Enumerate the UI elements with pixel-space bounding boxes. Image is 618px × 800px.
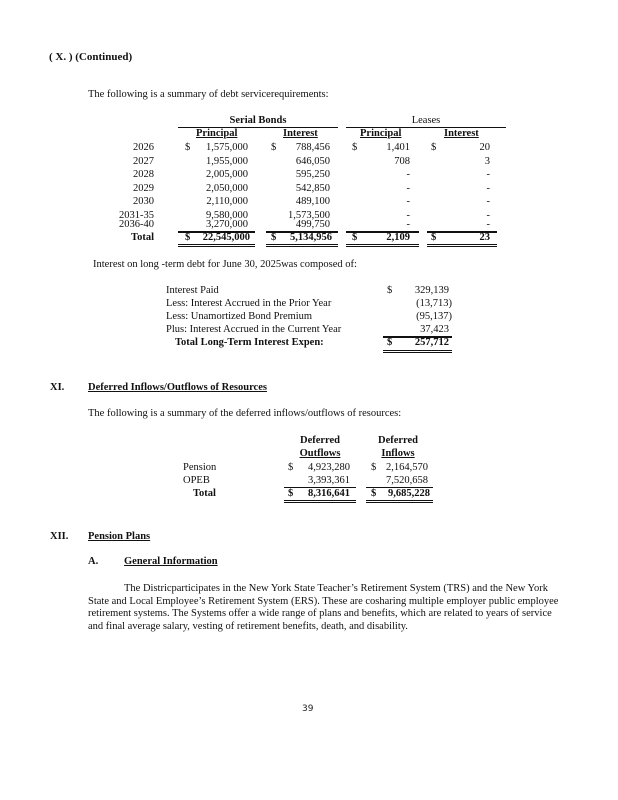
sb-principal-cell: 1,575,000 bbox=[206, 142, 248, 153]
year-cell: 2027 bbox=[133, 155, 154, 167]
sb-principal-cell: 2,110,000 bbox=[206, 196, 248, 207]
currency-cell: $ bbox=[387, 285, 393, 296]
lease-principal-cell: - bbox=[406, 219, 410, 230]
sb-interest-cell: 499,750 bbox=[295, 219, 330, 230]
currency-cell: $ bbox=[352, 142, 358, 153]
lease-interest-cell: - bbox=[486, 209, 490, 221]
value-cell: 37,423 bbox=[420, 324, 449, 335]
lease-interest-cell: - bbox=[486, 219, 490, 230]
year-cell: 2026 bbox=[133, 142, 154, 153]
lease-principal-header: Principal bbox=[360, 128, 402, 139]
year-cell: 2030 bbox=[133, 196, 154, 207]
subsection-a-letter: A. bbox=[88, 556, 99, 567]
sb-interest-cell: 542,850 bbox=[295, 182, 330, 194]
section-xi-number: XI. bbox=[50, 382, 65, 393]
sb-interest-cell: 595,250 bbox=[295, 169, 330, 180]
sb-interest-total: 5,134,956 bbox=[290, 232, 332, 243]
year-cell: 2028 bbox=[133, 169, 154, 180]
debt-service-intro: The following is a summary of debt servicerequirements: bbox=[88, 89, 329, 100]
lease-interest-header: Interest bbox=[444, 128, 479, 139]
section-xii-title: Pension Plans bbox=[88, 531, 151, 542]
inflows-total: 9,685,228 bbox=[388, 488, 430, 499]
inflows-header: Inflows bbox=[381, 448, 415, 459]
total-label: Total bbox=[193, 488, 216, 499]
row-label: Pension bbox=[183, 462, 217, 473]
row-label: Plus: Interest Accrued in the Current Year bbox=[166, 324, 342, 335]
lease-interest-cell: 3 bbox=[484, 155, 490, 167]
lease-principal-cell: - bbox=[406, 196, 410, 207]
general-information-paragraph: The Districparticipates in the New York State Teacher’s Retirement System (TRS) and the New York State and Local Employee’s Retirement System (ERS). These are cosharing multiple employer public employee retirement systems. The Systems offer a wide range of plans and benefits, which are related to years of service and final average salary, vesting of retirement benefits, death, and disability. bbox=[88, 583, 559, 632]
sb-interest-cell: 788,456 bbox=[295, 142, 330, 153]
sb-interest-cell: 1,573,500 bbox=[288, 209, 330, 221]
inflows-cell: 2,164,570 bbox=[386, 462, 428, 473]
inflows-cell: 7,520,658 bbox=[386, 475, 428, 486]
sb-principal-cell: 1,955,000 bbox=[206, 155, 248, 167]
currency-cell: $ bbox=[371, 462, 377, 473]
section-xii-number: XII. bbox=[50, 531, 69, 542]
lease-interest-cell: - bbox=[486, 182, 490, 194]
sb-principal-header: Principal bbox=[196, 128, 238, 139]
sb-principal-cell: 2,050,000 bbox=[206, 182, 248, 194]
currency-cell: $ bbox=[352, 232, 358, 243]
sb-principal-total: 22,545,000 bbox=[202, 232, 250, 243]
lease-interest-cell: 20 bbox=[479, 142, 490, 153]
sb-principal-cell: 9,580,000 bbox=[206, 209, 248, 221]
currency-cell: $ bbox=[288, 462, 294, 473]
inflows-header: Deferred bbox=[377, 435, 419, 446]
currency-cell: $ bbox=[371, 488, 377, 499]
lease-principal-cell: - bbox=[406, 169, 410, 180]
outflows-cell: 3,393,361 bbox=[308, 475, 350, 486]
currency-cell: $ bbox=[387, 337, 393, 348]
value-cell: 257,712 bbox=[414, 337, 449, 348]
currency-cell: $ bbox=[185, 142, 191, 153]
interest-expense-intro: Interest on long -term debt for June 30, 2025was composed of: bbox=[93, 259, 357, 270]
lease-principal-cell: - bbox=[406, 182, 410, 194]
total-label: Total bbox=[131, 232, 154, 243]
currency-cell: $ bbox=[271, 232, 277, 243]
year-cell: 2029 bbox=[133, 182, 154, 194]
year-cell: 2036-40 bbox=[119, 219, 154, 230]
currency-cell: $ bbox=[185, 232, 191, 243]
currency-cell: $ bbox=[431, 142, 437, 153]
currency-cell: $ bbox=[271, 142, 277, 153]
lease-interest-cell: - bbox=[486, 196, 490, 207]
page-number: 39 bbox=[302, 704, 314, 714]
sb-principal-cell: 2,005,000 bbox=[206, 169, 248, 180]
lease-principal-cell: 708 bbox=[394, 155, 410, 167]
subsection-a-title: General Information bbox=[124, 556, 218, 567]
outflows-header: Deferred bbox=[299, 435, 341, 446]
serial-bonds-header: Serial Bonds bbox=[229, 115, 287, 126]
sb-interest-cell: 489,100 bbox=[295, 196, 330, 207]
currency-cell: $ bbox=[288, 488, 294, 499]
row-label: OPEB bbox=[183, 475, 210, 486]
lease-interest-total: 23 bbox=[479, 232, 490, 243]
leases-header: Leases bbox=[411, 115, 441, 126]
section-xi-title: Deferred Inflows/Outflows of Resources bbox=[88, 382, 267, 393]
lease-interest-cell: - bbox=[486, 169, 490, 180]
outflows-total: 8,316,641 bbox=[308, 488, 350, 499]
value-cell: (95,137) bbox=[416, 311, 452, 322]
section-continued-heading: ( X. ) (Continued) bbox=[49, 51, 133, 63]
lease-principal-cell: - bbox=[406, 209, 410, 221]
total-label: Total Long-Term Interest Expen: bbox=[175, 337, 324, 348]
row-label: Less: Interest Accrued in the Prior Year bbox=[166, 298, 332, 309]
value-cell: 329,139 bbox=[414, 285, 449, 296]
sb-principal-cell: 3,270,000 bbox=[206, 219, 248, 230]
currency-cell: $ bbox=[431, 232, 437, 243]
lease-principal-cell: 1,401 bbox=[386, 142, 410, 153]
lease-principal-total: 2,109 bbox=[386, 232, 410, 243]
row-label: Less: Unamortized Bond Premium bbox=[166, 311, 313, 322]
year-cell: 2031-35 bbox=[119, 209, 154, 221]
section-xi-intro: The following is a summary of the deferred inflows/outflows of resources: bbox=[88, 408, 402, 419]
row-label: Interest Paid bbox=[166, 285, 219, 296]
outflows-header: Outflows bbox=[299, 448, 341, 459]
sb-interest-cell: 646,050 bbox=[295, 155, 330, 167]
value-cell: (13,713) bbox=[416, 298, 452, 309]
outflows-cell: 4,923,280 bbox=[308, 462, 350, 473]
sb-interest-header: Interest bbox=[283, 128, 318, 139]
